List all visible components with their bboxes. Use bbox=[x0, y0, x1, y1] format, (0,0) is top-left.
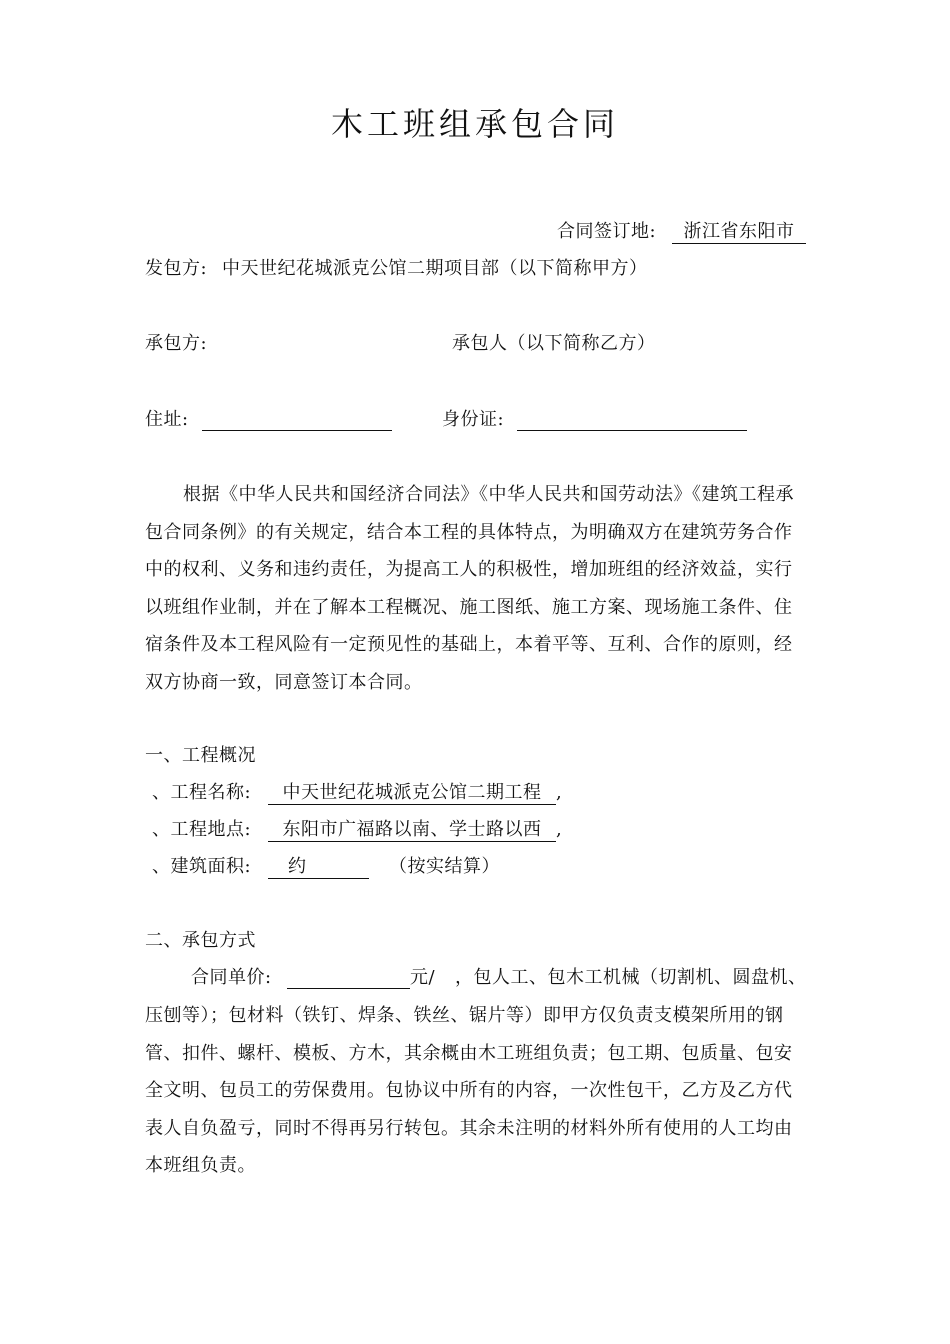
unit-price-blank bbox=[287, 967, 410, 989]
intro-line: 双方协商一致，同意签订本合同。 bbox=[145, 672, 423, 693]
address-blank bbox=[202, 409, 392, 431]
project-location-label: 、工程地点: bbox=[152, 819, 252, 840]
project-name-label: 、工程名称: bbox=[152, 782, 252, 803]
building-area-value: 约 bbox=[268, 856, 369, 879]
section1-heading: 一、工程概况 bbox=[145, 745, 256, 766]
intro-line: 中的权利、义务和违约责任，为提高工人的积极性，增加班组的经济效益，实行 bbox=[145, 559, 793, 580]
sign-place-label: 合同签订地: bbox=[557, 221, 657, 242]
contract-terms-line: 压刨等）；包材料（铁钉、焊条、铁丝、锯片等）即甲方仅负责支模架所用的钢 bbox=[145, 1005, 784, 1026]
section2-heading: 二、承包方式 bbox=[145, 930, 256, 951]
contract-terms-line: 表人自负盈亏，同时不得再另行转包。其余未注明的材料外所有使用的人工均由 bbox=[145, 1118, 793, 1139]
contract-terms-line: 管、扣件、螺杆、模板、方木，其余概由木工班组负责；包工期、包质量、包安 bbox=[145, 1043, 793, 1064]
sign-place-value: 浙江省东阳市 bbox=[672, 221, 806, 244]
project-name-value: 中天世纪花城派克公馆二期工程 bbox=[268, 782, 556, 805]
project-location-value: 东阳市广福路以南、学士路以西 bbox=[268, 819, 556, 842]
project-location-tail: , bbox=[556, 819, 563, 840]
intro-line: 宿条件及本工程风险有一定预见性的基础上，本着平等、互利、合作的原则，经 bbox=[145, 634, 793, 655]
intro-line: 以班组作业制，并在了解本工程概况、施工图纸、施工方案、现场施工条件、住 bbox=[145, 597, 793, 618]
contract-terms-line: ，包人工、包木工机械（切割机、圆盘机、 bbox=[455, 967, 807, 988]
address-label: 住址: bbox=[145, 409, 189, 430]
unit-price-unit: 元/ bbox=[410, 967, 436, 988]
contract-terms-line: 全文明、包员工的劳保费用。包协议中所有的内容，一次性包干，乙方及乙方代 bbox=[145, 1080, 793, 1101]
employer-label: 发包方: bbox=[145, 258, 208, 279]
contractor-person: 承包人（以下简称乙方） bbox=[452, 333, 656, 354]
id-label: 身份证: bbox=[442, 409, 505, 430]
intro-line: 包合同条例》的有关规定，结合本工程的具体特点，为明确双方在建筑劳务合作 bbox=[145, 522, 793, 543]
contract-terms-line: 本班组负责。 bbox=[145, 1155, 256, 1176]
contractor-label: 承包方: bbox=[145, 333, 208, 354]
project-name-tail: , bbox=[556, 782, 563, 803]
intro-line: 根据《中华人民共和国经济合同法》《中华人民共和国劳动法》《建筑工程承 bbox=[183, 484, 794, 505]
unit-price-label: 合同单价: bbox=[191, 967, 272, 988]
document-title: 木工班组承包合同 bbox=[330, 105, 619, 143]
building-area-label: 、建筑面积: bbox=[152, 856, 252, 877]
employer-value: 中天世纪花城派克公馆二期项目部（以下简称甲方） bbox=[222, 258, 648, 279]
building-area-note: （按实结算） bbox=[389, 856, 500, 877]
id-blank bbox=[517, 409, 747, 431]
